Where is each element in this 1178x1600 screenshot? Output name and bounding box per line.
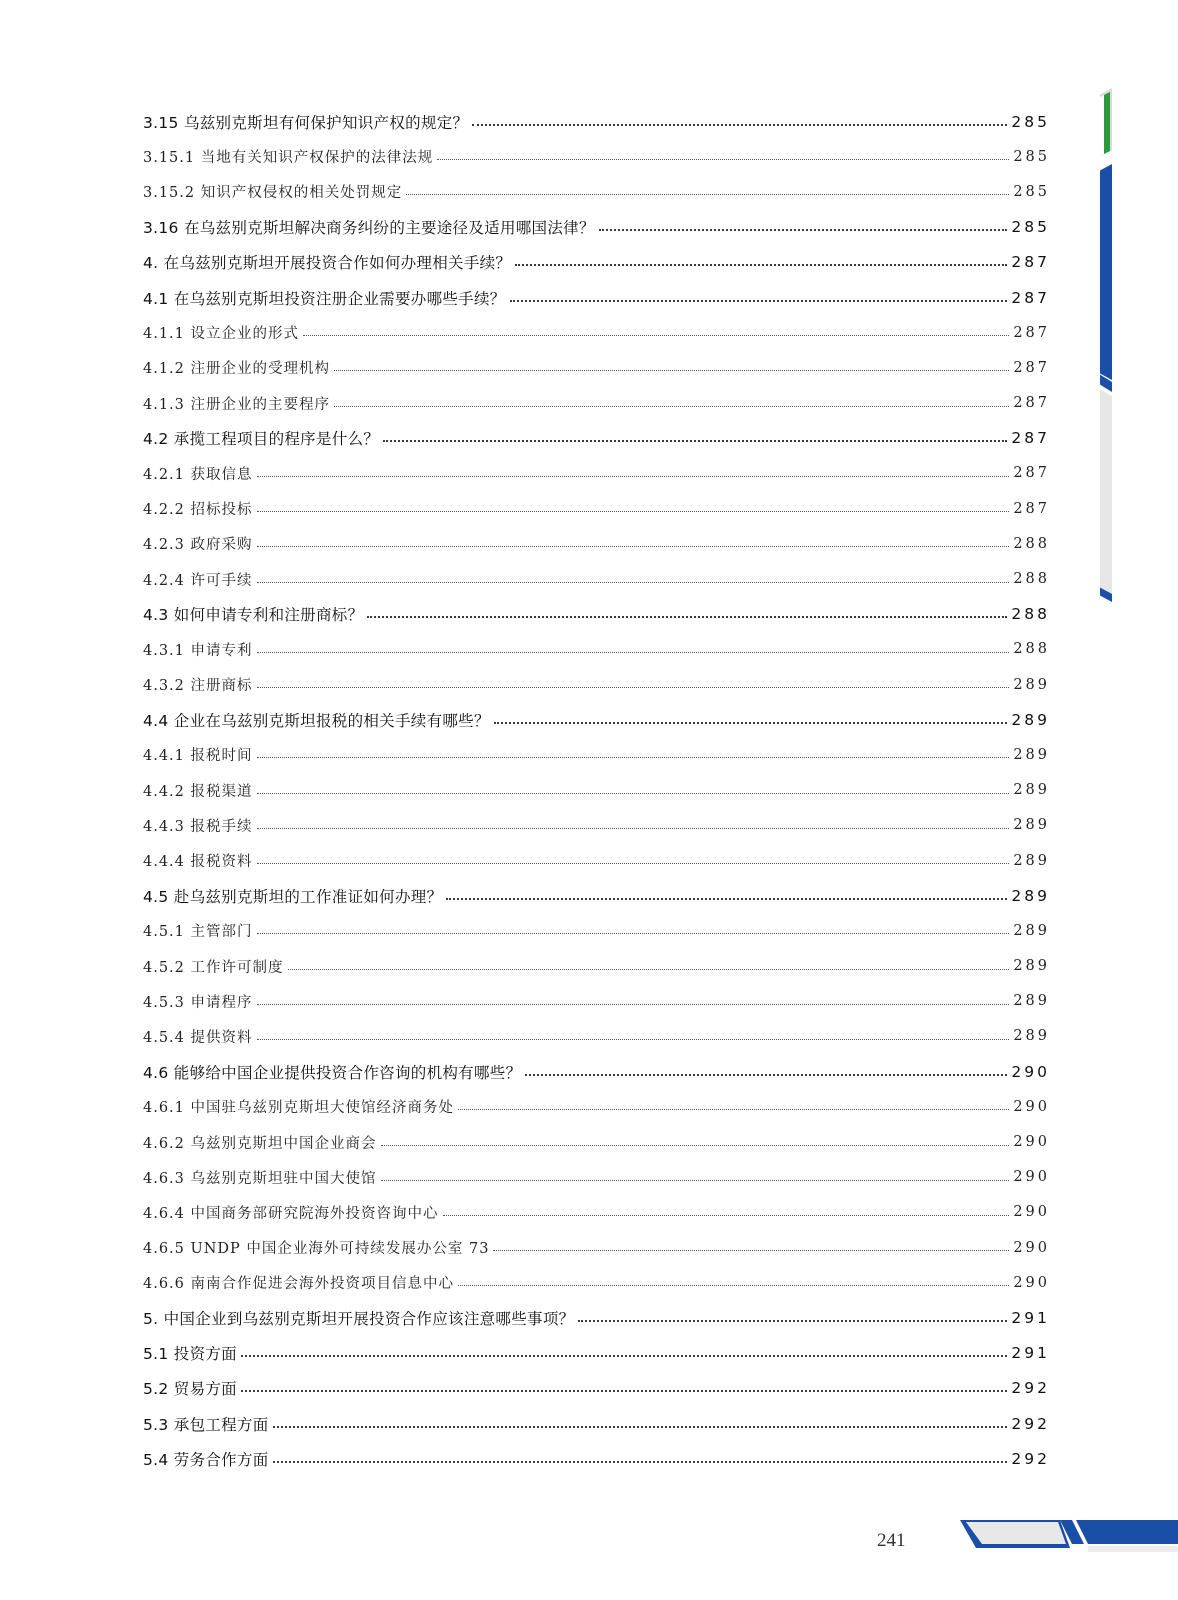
toc-entry-page: 292 [1007, 1450, 1050, 1468]
toc-entry-title: 5.4 劳务合作方面 [143, 1448, 273, 1470]
toc-subsection-row[interactable] [143, 773, 1050, 808]
toc-entry-title: 4.5 赴乌兹别克斯坦的工作准证如何办理？ [143, 885, 446, 907]
dot-leader [273, 1461, 1008, 1463]
toc-entry-title: 4. 在乌兹别克斯坦开展投资合作如何办理相关手续？ [143, 251, 515, 273]
toc-entry-page: 289 [1009, 1028, 1050, 1044]
toc-entry-page: 289 [1009, 993, 1050, 1009]
toc-section-row[interactable] [143, 1441, 1050, 1476]
toc-subsection-row[interactable] [143, 1230, 1050, 1265]
toc-entry-title: 4.5.3 申请程序 [143, 991, 257, 1012]
toc-entry-page: 289 [1009, 923, 1050, 939]
dot-leader [443, 1215, 1010, 1216]
toc-entry-title: 4.5.4 提供资料 [143, 1026, 257, 1047]
toc-entry-page: 288 [1009, 641, 1050, 657]
toc-subsection-row[interactable] [143, 350, 1050, 385]
toc-subsection-row[interactable] [143, 1019, 1050, 1054]
toc-entry-page: 289 [1007, 887, 1050, 905]
dot-leader [472, 124, 1007, 126]
toc-entry-title: 4.4 企业在乌兹别克斯坦报税的相关手续有哪些？ [143, 709, 494, 731]
toc-entry-title: 4.4.3 报税手续 [143, 815, 257, 836]
toc-subsection-row[interactable] [143, 1265, 1050, 1300]
toc-subsection-row[interactable] [143, 949, 1050, 984]
toc-entry-title: 4.1.1 设立企业的形式 [143, 322, 303, 343]
dot-leader [288, 969, 1010, 970]
dot-leader [257, 582, 1010, 583]
toc-subsection-row[interactable] [143, 526, 1050, 561]
dot-leader [510, 300, 1008, 302]
dot-leader [599, 229, 1008, 231]
toc-entry-page: 292 [1007, 1415, 1050, 1433]
toc-entry-page: 288 [1009, 536, 1050, 552]
toc-entry-page: 290 [1007, 1063, 1050, 1081]
toc-entry-page: 287 [1009, 360, 1050, 376]
dot-leader [381, 1145, 1010, 1146]
toc-subsection-row[interactable] [143, 456, 1050, 491]
toc-section-row[interactable] [143, 280, 1050, 315]
toc-entry-title: 4.6 能够给中国企业提供投资合作咨询的机构有哪些？ [143, 1061, 525, 1083]
toc-entry-page: 290 [1009, 1275, 1050, 1291]
dot-leader [525, 1074, 1007, 1076]
dot-leader [367, 616, 1007, 618]
toc-entry-title: 4.6.5 UNDP 中国企业海外可持续发展办公室 73 [143, 1237, 493, 1258]
toc-section-row[interactable] [143, 1406, 1050, 1441]
dot-leader [257, 1004, 1010, 1005]
dot-leader [578, 1320, 1007, 1322]
toc-entry-title: 4.2.4 许可手续 [143, 569, 257, 590]
toc-entry-page: 290 [1009, 1204, 1050, 1220]
toc-subsection-row[interactable] [143, 1160, 1050, 1195]
toc-entry-page: 287 [1007, 429, 1050, 447]
toc-entry-title: 4.1.2 注册企业的受理机构 [143, 357, 334, 378]
toc-entry-page: 292 [1007, 1379, 1050, 1397]
toc-entry-title: 4.2.1 获取信息 [143, 463, 257, 484]
toc-entry-title: 4.6.2 乌兹别克斯坦中国企业商会 [143, 1132, 381, 1153]
toc-entry-page: 289 [1009, 782, 1050, 798]
toc-entry-page: 287 [1009, 465, 1050, 481]
dot-leader [257, 652, 1010, 653]
toc-section-row[interactable] [143, 1336, 1050, 1371]
toc-section-row[interactable] [143, 702, 1050, 737]
toc-entry-page: 285 [1009, 184, 1050, 200]
toc-entry-title: 5.1 投资方面 [143, 1342, 241, 1364]
toc-section-row[interactable] [143, 421, 1050, 456]
table-of-contents [143, 104, 1050, 1476]
toc-entry-page: 291 [1007, 1309, 1050, 1327]
toc-entry-title: 5.3 承包工程方面 [143, 1413, 273, 1435]
dot-leader [241, 1390, 1007, 1392]
toc-subsection-row[interactable] [143, 1195, 1050, 1230]
toc-entry-title: 4.6.3 乌兹别克斯坦驻中国大使馆 [143, 1167, 381, 1188]
toc-entry-title: 3.15 乌兹别克斯坦有何保护知识产权的规定？ [143, 111, 472, 133]
toc-section-row[interactable] [143, 1371, 1050, 1406]
toc-subsection-row[interactable] [143, 561, 1050, 596]
dot-leader [383, 440, 1007, 442]
dot-leader [334, 406, 1009, 407]
dot-leader [257, 511, 1010, 512]
toc-entry-page: 290 [1009, 1099, 1050, 1115]
toc-entry-title: 4.3.1 申请专利 [143, 639, 257, 660]
dot-leader [458, 1109, 1009, 1110]
toc-subsection-row[interactable] [143, 386, 1050, 421]
toc-entry-title: 3.16 在乌兹别克斯坦解决商务纠纷的主要途径及适用哪国法律？ [143, 216, 599, 238]
toc-subsection-row[interactable] [143, 1124, 1050, 1159]
side-flag-decoration [1100, 80, 1178, 620]
dot-leader [381, 1180, 1010, 1181]
toc-subsection-row[interactable] [143, 1089, 1050, 1124]
dot-leader [437, 159, 1009, 160]
toc-entry-title: 5.2 贸易方面 [143, 1377, 241, 1399]
toc-entry-title: 4.4.1 报税时间 [143, 744, 257, 765]
toc-subsection-row[interactable] [143, 315, 1050, 350]
dot-leader [406, 194, 1009, 195]
dot-leader [257, 1039, 1010, 1040]
toc-section-row[interactable] [143, 597, 1050, 632]
toc-entry-page: 291 [1007, 1344, 1050, 1362]
page-number: 241 [877, 1530, 906, 1551]
toc-subsection-row[interactable] [143, 984, 1050, 1019]
toc-entry-page: 287 [1009, 501, 1050, 517]
toc-subsection-row[interactable] [143, 737, 1050, 772]
toc-section-row[interactable] [143, 210, 1050, 245]
toc-subsection-row[interactable] [143, 174, 1050, 209]
toc-entry-page: 285 [1007, 113, 1050, 131]
toc-entry-page: 287 [1009, 325, 1050, 341]
toc-entry-title: 4.6.1 中国驻乌兹别克斯坦大使馆经济商务处 [143, 1096, 458, 1117]
toc-entry-page: 288 [1007, 605, 1050, 623]
bottom-corner-decoration [960, 1518, 1178, 1574]
toc-subsection-row[interactable] [143, 139, 1050, 174]
toc-entry-page: 289 [1009, 958, 1050, 974]
dot-leader [257, 757, 1010, 758]
dot-leader [257, 476, 1010, 477]
toc-subsection-row[interactable] [143, 632, 1050, 667]
toc-entry-title: 4.1 在乌兹别克斯坦投资注册企业需要办哪些手续？ [143, 287, 510, 309]
toc-entry-title: 4.3.2 注册商标 [143, 674, 257, 695]
dot-leader [257, 687, 1010, 688]
toc-section-row[interactable] [143, 245, 1050, 280]
toc-section-row[interactable] [143, 878, 1050, 913]
toc-entry-title: 3.15.2 知识产权侵权的相关处罚规定 [143, 181, 406, 202]
toc-entry-page: 288 [1009, 571, 1050, 587]
toc-section-row[interactable] [143, 1300, 1050, 1335]
toc-entry-page: 290 [1009, 1240, 1050, 1256]
dot-leader [515, 264, 1007, 266]
toc-entry-title: 3.15.1 当地有关知识产权保护的法律法规 [143, 146, 437, 167]
dot-leader [257, 933, 1010, 934]
dot-leader [257, 863, 1010, 864]
toc-entry-page: 289 [1009, 747, 1050, 763]
toc-entry-title: 4.4.4 报税资料 [143, 850, 257, 871]
dot-leader [273, 1426, 1008, 1428]
toc-entry-title: 4.5.1 主管部门 [143, 920, 257, 941]
toc-entry-page: 285 [1009, 149, 1050, 165]
dot-leader [303, 335, 1009, 336]
toc-entry-title: 4.2.2 招标投标 [143, 498, 257, 519]
toc-entry-title: 4.5.2 工作许可制度 [143, 956, 288, 977]
dot-leader [493, 1250, 1009, 1251]
toc-entry-page: 287 [1007, 289, 1050, 307]
toc-subsection-row[interactable] [143, 913, 1050, 948]
toc-subsection-row[interactable] [143, 667, 1050, 702]
toc-section-row[interactable] [143, 104, 1050, 139]
toc-entry-title: 4.2 承揽工程项目的程序是什么？ [143, 427, 383, 449]
toc-entry-page: 287 [1007, 253, 1050, 271]
toc-subsection-row[interactable] [143, 843, 1050, 878]
dot-leader [494, 722, 1008, 724]
toc-entry-page: 290 [1009, 1169, 1050, 1185]
toc-entry-title: 4.6.4 中国商务部研究院海外投资咨询中心 [143, 1202, 443, 1223]
toc-entry-title: 4.6.6 南南合作促进会海外投资项目信息中心 [143, 1272, 458, 1293]
toc-entry-title: 5. 中国企业到乌兹别克斯坦开展投资合作应该注意哪些事项？ [143, 1307, 578, 1329]
toc-entry-title: 4.3 如何申请专利和注册商标？ [143, 603, 367, 625]
toc-entry-page: 289 [1009, 853, 1050, 869]
toc-entry-title: 4.1.3 注册企业的主要程序 [143, 393, 334, 414]
toc-entry-page: 289 [1007, 711, 1050, 729]
toc-section-row[interactable] [143, 1054, 1050, 1089]
dot-leader [241, 1355, 1007, 1357]
toc-entry-page: 290 [1009, 1134, 1050, 1150]
toc-entry-title: 4.2.3 政府采购 [143, 533, 257, 554]
toc-entry-title: 4.4.2 报税渠道 [143, 780, 257, 801]
dot-leader [257, 828, 1010, 829]
toc-entry-page: 289 [1009, 677, 1050, 693]
dot-leader [257, 546, 1010, 547]
toc-entry-page: 287 [1009, 395, 1050, 411]
dot-leader [334, 370, 1009, 371]
toc-subsection-row[interactable] [143, 808, 1050, 843]
toc-subsection-row[interactable] [143, 491, 1050, 526]
toc-entry-page: 285 [1007, 218, 1050, 236]
dot-leader [257, 793, 1010, 794]
toc-entry-page: 289 [1009, 817, 1050, 833]
dot-leader [458, 1285, 1009, 1286]
dot-leader [446, 898, 1007, 900]
